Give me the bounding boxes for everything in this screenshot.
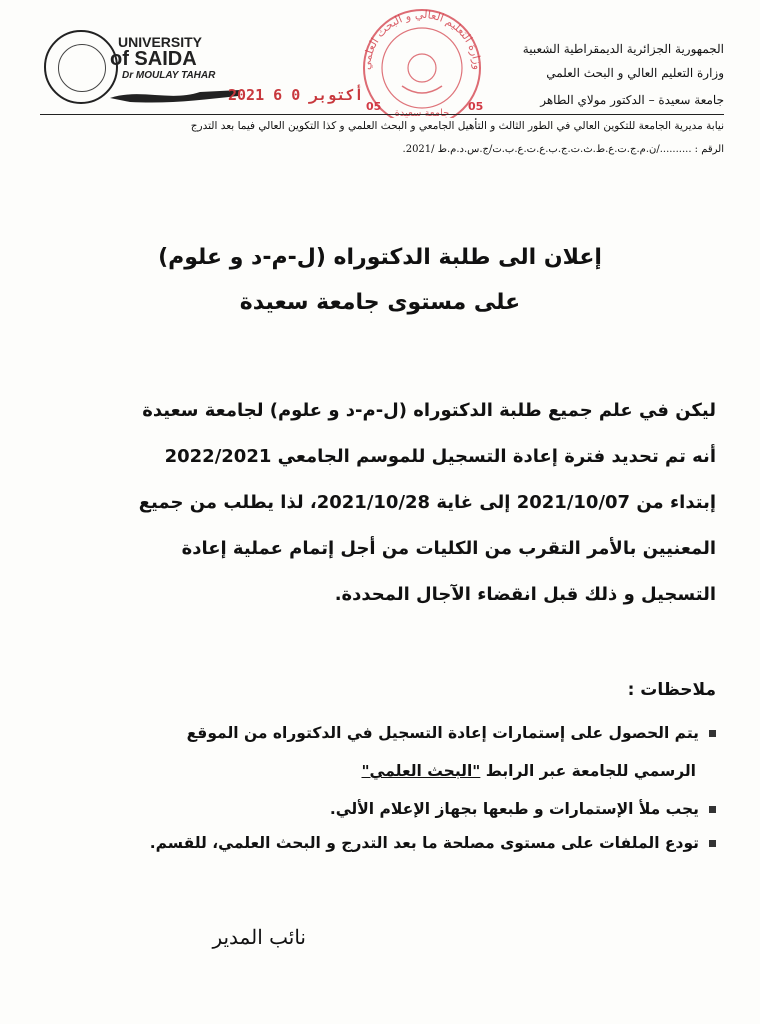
notes-heading: ملاحظات :	[627, 680, 716, 700]
university-logo	[40, 28, 240, 108]
square-bullet-icon	[709, 840, 716, 847]
header-ministry: وزارة التعليم العالي و البحث العلمي	[546, 66, 724, 80]
research-link[interactable]: "البحث العلمي"	[361, 762, 481, 780]
note-item-1	[187, 724, 716, 742]
logo-text-university: UNIVERSITY	[118, 34, 203, 50]
seal-arc-text: وزارة التعليم العالي و البحث العلمي	[359, 8, 485, 71]
header-vice-directorate: نيابة مديرية الجامعة للتكوين العالي في الطور الثالث و التأهيل الجامعي و البحث العلمي و كذا التكوين العالي فيما بعد التدرج	[190, 120, 724, 132]
logo-text-tahar: Dr MOULAY TAHAR	[122, 70, 216, 81]
note-item-1-continued	[361, 762, 696, 780]
note-item-3	[150, 834, 716, 852]
announcement-title: إعلان الى طلبة الدكتوراه (ل-م-د و علوم)	[158, 245, 602, 270]
body-line: ليكن في علم جميع طلبة الدكتوراه (ل-م-د و علوم) لجامعة سعيدة	[142, 400, 716, 421]
body-line: المعنيين بالأمر التقرب من الكليات من أجل إتمام عملية إعادة	[181, 538, 716, 559]
logo-text-saida: of SAIDA	[110, 48, 197, 70]
note-text: الرسمي للجامعة عبر الرابط	[485, 762, 696, 780]
header-divider	[40, 114, 724, 115]
note-text: يجب ملأ الإستمارات و طبعها بجهاز الإعلام الألي.	[329, 800, 699, 818]
date-stamp: 2021 أكتوبر 0 6	[228, 86, 364, 104]
note-text: يتم الحصول على إستمارات إعادة التسجيل في الدكتوراه من الموقع	[186, 724, 699, 742]
seal-number-left: 05	[366, 100, 382, 113]
official-seal-icon	[340, 8, 500, 118]
header-reference-number: الرقم : ........../ن.م.ج.ت.ع.ط.ث.ت.ج.ب.ع.ت.ع.ب.ت/ج.س.د.م.ط /2021.	[402, 144, 724, 155]
logo-swoosh-icon	[110, 84, 240, 104]
header-republic: الجمهورية الجزائرية الديمقراطية الشعبية	[522, 42, 724, 56]
header-university: جامعة سعيدة – الدكتور مولاي الطاهر	[540, 93, 724, 107]
square-bullet-icon	[709, 730, 716, 737]
body-line: أنه تم تحديد فترة إعادة التسجيل للموسم الجامعي 2022/2021	[164, 446, 716, 467]
square-bullet-icon	[709, 806, 716, 813]
body-line: إبتداء من 2021/10/07 إلى غاية 2021/10/28، لذا يطلب من جميع	[138, 492, 716, 513]
signatory-title: نائب المدير	[212, 925, 306, 949]
svg-text:وزارة التعليم العالي و البحث ا	[360, 8, 484, 70]
announcement-subtitle: على مستوى جامعة سعيدة	[239, 290, 521, 315]
seal-number-right: 05	[468, 100, 484, 113]
note-item-2	[330, 800, 716, 818]
logo-emblem-icon	[44, 30, 118, 104]
body-line: التسجيل و ذلك قبل انقضاء الآجال المحددة.	[334, 584, 716, 605]
note-text: تودع الملفات على مستوى مصلحة ما بعد التدرج و البحث العلمي، للقسم.	[149, 834, 699, 852]
seal-bottom-text: جامعة سعيدة	[394, 108, 450, 118]
